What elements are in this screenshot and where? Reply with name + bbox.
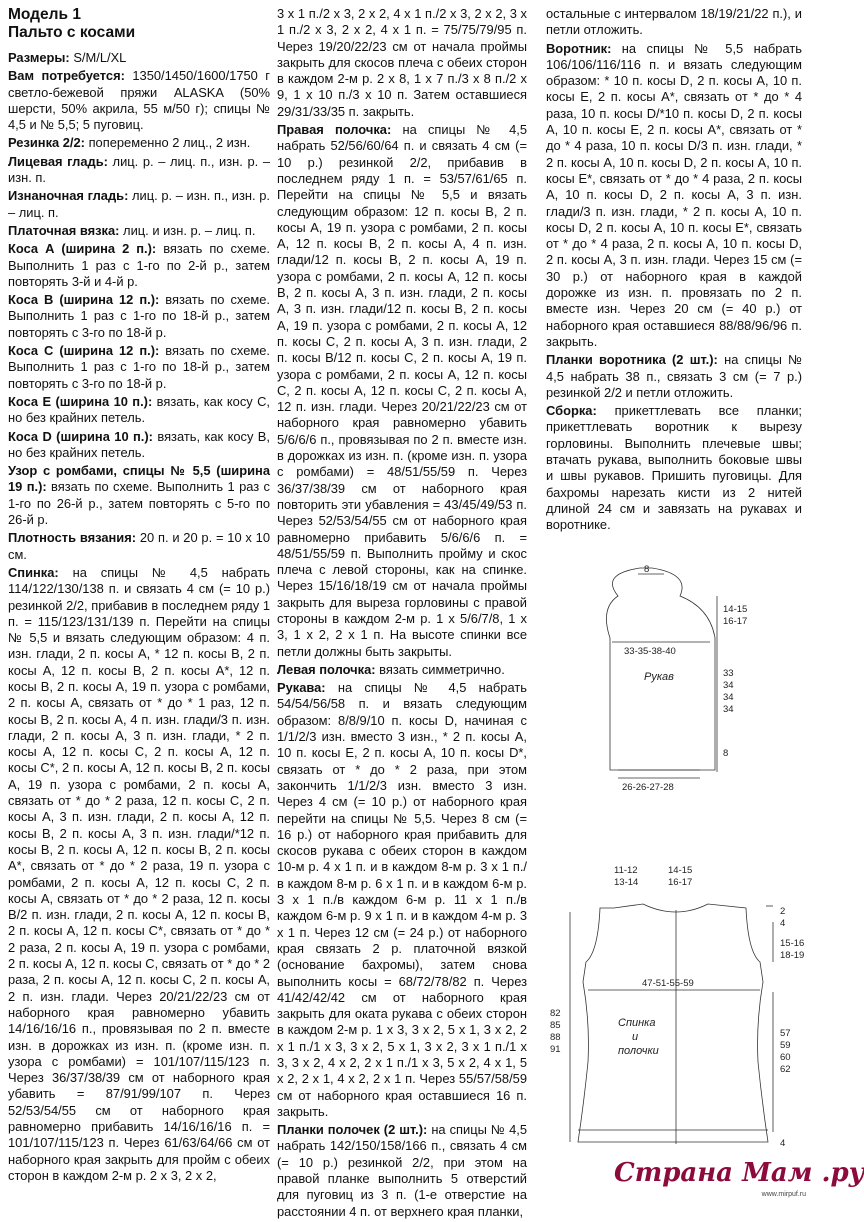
paragraph-heading: Изнаночная гладь: xyxy=(8,188,129,204)
body-outline xyxy=(578,904,768,1142)
sleeve-bottom-width: 26-26-27-28 xyxy=(622,782,674,793)
instruction-paragraph xyxy=(8,530,270,563)
paragraph-text: прикеттлевать все планки; прикеттлевать воротник к вырезу горловины. Выполнить плечевые швы; втачать рукава, выполнить боковые швы и швы рукавов. Пришить пуговицы. Для бахромы нарезать кисти из 2 нитей длиной 24 см и завязать на рукавах и воротнике. xyxy=(546,403,802,533)
sleeve-top-width: 8 xyxy=(644,564,650,575)
instruction-paragraph xyxy=(8,154,270,187)
paragraph-heading: Коса В (ширина 12 п.): xyxy=(8,292,160,308)
paragraph-heading: Вам потребуется: xyxy=(8,68,125,84)
instruction-paragraph xyxy=(546,403,802,533)
paragraph-text: на спицы № 4,5 набрать 142/150/158/166 п., связать 4 см (= 10 р.) резинкой 2/2, при этом на правой планке выполнить 5 отверстий для пуговиц из 3 п. (1-е отверстие на расстоянии 4 п. от верхнего края планки, xyxy=(277,1122,527,1219)
paragraph-heading: Спинка: xyxy=(8,564,59,580)
sleeve-cuff: 8 xyxy=(723,748,729,759)
body-label-2: и xyxy=(632,1031,639,1043)
paragraph-heading: Резинка 2/2: xyxy=(8,135,85,151)
instruction-paragraph xyxy=(277,6,527,120)
column-3 xyxy=(546,6,802,536)
paragraph-text: на спицы № 4,5 набрать 114/122/130/138 п. и связать 4 см (= 10 р.) резинкой 2/2, прибавив в последнем ряду 1 п. = 115/123/131/139 п. Перейти на спицы № 5,5 и вязать следующим образом: 4 п. изн. глади, 2 п. косы А, * 12 п. косы В, 2 п. косы А, 12 п. косы В, 2 п. косы А*, 12 п. косы В, 2 п. косы А, 19 п. узора с ромбами, 2 п. косы А, связать от * до * 1 раз, 12 п. косы В, 2 п. косы А, 4 п. изн. глади/3 п. изн. глади, 2 п. косы А, 3 п. изн. глади, * 2 п. косы А, 12 п. косы С, 2 п. косы А, 12 п. косы С*, 2 п. косы А, 12 п. косы В, 2 п. косы А, 19 п. узора с ромбами, 2 п. косы А, связать от * до * 2 раза, 12 п. косы С, 2 п. косы А, 3 п. изн. глади, 2 п. косы А, 12 п. косы В, 2 п. косы А, 3 п. изн. глади/*12 п. косы В, 2 п. косы А, 12 п. косы В, 2 п. косы А*, связать от * до * 2 раза, 19 п. узора с ромбами, 2 п. косы А, 12 п. косы С, 2 п. косы А, связать от * до * 2 раза, 12 п. косы В/2 п. изн. глади, 2 п. косы А, 12 п. косы В, 2 п. косы А, 12 п. косы С*, связать от * до * 2 раза, 2 п. косы А, 19 п. узора с ромбами, 2 п. косы А, 12 п. косы С, связать от * до * 2 раза, 2 п. косы А, 12 п. косы С, 2 п. косы А, 2 п. изн. глади. Через 20/21/22/23 см от наборного края равномерно убавить 14/16/16/16 п., провязывая по 2 п. вместе изн. в дорожках из изн. п. (кроме изн. п. узора с ромбами) = 101/107/115/123 п. Через 36/37/38/39 см от наборного края убавить = 87/91/99/107 п. Через 52/53/54/55 см от наборного края равномерно прибавить 14/16/16/16 п. = 101/107/115/123 п. Через 61/63/64/66 см от наборного края закрыть для пройм с обеих сторон в каждом 2-м р. 2 х 3, 2 х 2, xyxy=(8,564,270,1183)
column-1 xyxy=(8,6,270,1186)
column-2 xyxy=(277,6,527,1222)
side-3: 60 xyxy=(780,1052,791,1063)
paragraph-text: вязать, как косу С, но без крайних петель. xyxy=(8,393,270,426)
instruction-paragraph xyxy=(8,223,270,239)
armhole-2: 18-19 xyxy=(780,950,805,961)
sleeve-width: 33-35-38-40 xyxy=(624,646,676,657)
paragraph-heading: Платочная вязка: xyxy=(8,222,120,238)
paragraph-text: вязать по схеме. Выполнить 1 раз с 1-го по 18-й р., затем повторять с 3-го по 18-й р. xyxy=(8,292,270,340)
paragraph-text: лиц. и изн. р. – лиц. п. xyxy=(119,222,256,238)
total-4: 91 xyxy=(550,1044,561,1055)
instruction-paragraph xyxy=(8,68,270,133)
top-1: 2 xyxy=(780,906,786,917)
paragraph-text: вязать, как косу В, но без крайних петель. xyxy=(8,428,270,460)
sleeve-cap-1: 14-15 xyxy=(723,604,748,615)
paragraph-text: 3 х 1 п./2 х 3, 2 х 2, 4 х 1 п./2 х 3, 2 х 2, 3 х 1 п./2 х 3, 2 х 2, 4 х 1 п. = 75/75/79/95 п. Через 19/20/22/23 см от начала проймы закрыть для скосов плеча с обеих сторон в каждом 2-м р. 2 х 8, 1 х 7 п./3 х 8 п./2 х 9, 1 х 10 п./3 х 10 п. Затем оставшиеся 29/31/33/35 п. закрыть. xyxy=(277,6,527,119)
paragraph-text: остальные с интервалом 18/19/21/22 п.), и петли отложить. xyxy=(546,6,802,38)
sleeve-diagram xyxy=(560,560,810,825)
instruction-paragraph xyxy=(8,241,270,290)
instruction-paragraph xyxy=(546,41,802,351)
instruction-paragraph xyxy=(277,122,527,660)
shoulder-2: 16-17 xyxy=(668,877,693,888)
paragraph-text: на спицы № 4,5 набрать 52/56/60/64 п. и связать 4 см (= 10 р.) резинкой 2/2, прибавив в последнем ряду 1 п. = 53/57/61/65 п. Перейти на спицы № 5,5 и вязать следующим образом: 12 п. косы В, 2 п. косы А, 19 п. узора с ромбами, 2 п. косы А, 12 п. косы В, 2 п. косы А, 4 п. изн. глади/12 п. косы В, 2 п. косы А, 19 п. узора с ромбами, 2 п. косы А, 12 п. косы В, 2 п. косы А, 3 п. изн. глади, 2 п. косы А, 3 п. изн. глади/12 п. косы В, 2 п. косы А, 19 п. узора с ромбами, 2 п. косы А, 12 п. косы С, 2 п. косы А, 3 п. изн. глади, 2 п. косы В/12 п. косы С, 2 п. косы А, 19 п. узора с ромбами, 2 п. косы А, 12 п. косы С, 2 п. косы А, 12 п. косы С, 2 п. косы А, 12 п. изн. глади. Через 20/21/22/23 см от наборного края равномерно убавить 5/6/6/6 п., провязывая по 2 п. вместе изн. в дорожках из изн. п. (кроме изн. п. узора с ромбами) = 48/51/55/59 п. Через 36/37/38/39 см от наборного края повторить эти убавления = 43/45/49/53 п. Через 52/53/54/55 см от наборного края равномерно прибавить 5/6/6/6 п. = 48/51/55/59 п. Выполнить пройму и скос плеча с левой стороны, как на спинке. Через 15/16/18/19 см от начала проймы закрыть для выреза горловины с правой стороны в каждом 2-м р. 1 х 5/6/7/8, 1 х 3, 1 х 2, 2 х 1 п. На высоте спинки все петли должны быть закрыты. xyxy=(277,122,527,659)
instruction-paragraph xyxy=(8,292,270,341)
paragraph-heading: Узор с ромбами, спицы № 5,5 (ширина 19 п.): xyxy=(8,463,270,495)
instruction-paragraph xyxy=(8,50,270,66)
instruction-paragraph xyxy=(8,429,270,462)
paragraph-heading: Планки воротника (2 шт.): xyxy=(546,352,718,368)
paragraph-heading: Коса С (ширина 12 п.): xyxy=(8,343,160,359)
instruction-paragraph xyxy=(546,6,802,39)
neck-2: 13-14 xyxy=(614,877,639,888)
armhole-1: 15-16 xyxy=(780,938,805,949)
paragraph-heading: Коса Е (ширина 10 п.): xyxy=(8,393,153,409)
paragraph-text: на спицы № 5,5 набрать 106/106/116/116 п. и вязать следующим образом: * 10 п. косы D, 2 п. косы А, 10 п. косы Е, 2 п. косы А*, связать от * до * 4 раза, 10 п. косы D/*10 п. косы D, 2 п. косы А, 10 п. косы Е, 2 п. косы А*, связать от * до * 4 раза, 10 п. косы D/3 п. изн. глади, * 2 п. косы А, 10 п. косы D, 2 п. косы А, 10 п. косы Е*, связать от * до * 4 раза, 2 п. косы А, 10 п. косы D, 2 п. косы А, 3 п. изн. глади/3 п. изн. глади, * 2 п. косы А, 10 п. косы D, 2 п. косы А, 10 п. косы Е*, связать от * до * 4 раза, 2 п. косы А, 10 п. косы D, 2 п. косы А, 3 п. изн. глади. Через 15 см (= 30 р.) от наборного края в каждой дорожке из изн. п. провязать по 2 п. вместе изн. Через 20 см (= 40 р.) от наборного края оставшиеся 88/88/96/96 п. закрыть. xyxy=(546,40,802,349)
instruction-paragraph xyxy=(8,394,270,427)
paragraph-heading: Коса А (ширина 2 п.): xyxy=(8,241,157,257)
body-label-1: Спинка xyxy=(618,1017,656,1029)
body-diagram xyxy=(548,862,818,1157)
col2-paragraphs xyxy=(277,6,527,1220)
sleeve-len-1: 33 xyxy=(723,668,734,679)
paragraph-heading: Сборка: xyxy=(546,403,597,419)
hem: 4 xyxy=(780,1138,786,1149)
paragraph-heading: Плотность вязания: xyxy=(8,530,137,546)
paragraph-text: S/M/L/XL xyxy=(69,50,127,65)
paragraph-heading: Левая полочка: xyxy=(277,661,376,677)
sleeve-outline xyxy=(606,568,715,770)
total-1: 82 xyxy=(550,1008,561,1019)
body-width: 47-51-55-59 xyxy=(642,978,694,989)
watermark xyxy=(614,1158,864,1198)
col1-paragraphs xyxy=(8,50,270,1184)
instruction-paragraph xyxy=(546,352,802,401)
instruction-paragraph xyxy=(8,343,270,392)
shoulder-1: 14-15 xyxy=(668,865,693,876)
sleeve-len-4: 34 xyxy=(723,704,734,715)
paragraph-text: попеременно 2 лиц., 2 изн. xyxy=(84,135,251,151)
paragraph-text: лиц. р. – лиц. п., изн. р. – изн. п. xyxy=(8,153,270,186)
instruction-paragraph xyxy=(277,680,527,1120)
model-subtitle: Пальто с косами xyxy=(8,24,136,41)
total-3: 88 xyxy=(550,1032,561,1043)
paragraph-heading: Коса D (ширина 10 п.): xyxy=(8,428,153,444)
paragraph-text: 1350/1450/1600/1750 г светло-бежевой пряжи ALASKA (50% шерсти, 50% акрила, 55 м/50 г); спицы № 4,5 и № 5,5; 5 пуговиц. xyxy=(8,68,270,133)
watermark-logo: Страна Мам .ру xyxy=(614,1158,864,1188)
body-label-3: полочки xyxy=(618,1045,659,1057)
paragraph-text: на спицы № 4,5 набрать 54/54/56/58 п. и вязать следующим образом: 8/8/9/10 п. косы D, начиная с 1/1/2/3 изн. вместо 3 изн., * 2 п. косы А, 10 п. косы Е, 2 п. косы А, 10 п. косы D*, связать от * до * 2 раза, при этом закончить 1/1/2/3 изн. вместо 3 изн. Через 4 см (= 10 р.) от наборного края перейти на спицы № 5,5. Через 8 см (= 16 р.) от наборного края прибавить для скосов рукава с обеих сторон в каждом 10-м р. 4 х 1 п. и в каждом 8-м р. 3 х 1 п./в каждом 8-м р. 6 х 1 п. и в каждом 6-м р. 3 х 1 п./в каждом 6-м р. 11 х 1 п./в каждом 6-м р. 9 х 1 п. и в каждом 4-м р. 3 х 1 п. Через 12 см (= 24 р.) от наборного края связать 2 р. платочной вязкой (основание бахромы), затем снова выполнить косы = 68/72/78/82 п. Через 41/42/42/42 см от наборного края закрыть для оката рукава с обеих сторон в каждом 2-м р. 1 х 3, 3 х 2, 5 х 1, 3 х 2, 2 х 1 п./1 х 3, 3 х 2, 5 х 1, 3 х 2, 3 х 1 п./1 х 3, 3 х 2, 4 х 2, 2 х 1 п./1 х 3, 5 х 2, 4 х 1, 5 х 2, 2 х 1, 4 х 2, 2 х 1 п. Через 55/57/58/59 см от наборного края оставшиеся 16 п. закрыть. xyxy=(277,680,527,1119)
watermark-url: www.mirpuf.ru xyxy=(761,1191,806,1198)
paragraph-heading: Рукава: xyxy=(277,680,326,696)
sleeve-label: Рукав xyxy=(644,671,674,683)
sleeve-len-2: 34 xyxy=(723,680,734,691)
instruction-paragraph xyxy=(8,463,270,528)
paragraph-text: вязать по схеме. Выполнить 1 раз с 1-го по 2-й р., затем повторять 3-й и 4-й р. xyxy=(8,241,270,289)
instruction-paragraph xyxy=(277,662,527,678)
paragraph-text: на спицы № 4,5 набрать 38 п., связать 3 см (= 7 р.) резинкой 2/2 и петли отложить. xyxy=(546,352,802,400)
neck-1: 11-12 xyxy=(614,865,638,876)
paragraph-heading: Правая полочка: xyxy=(277,122,392,138)
top-2: 4 xyxy=(780,918,786,929)
sleeve-len-3: 34 xyxy=(723,692,734,703)
paragraph-heading: Планки полочек (2 шт.): xyxy=(277,1122,428,1138)
paragraph-text: вязать симметрично. xyxy=(375,661,505,677)
paragraph-heading: Размеры: xyxy=(8,50,70,65)
instruction-paragraph xyxy=(8,188,270,221)
instruction-paragraph xyxy=(8,135,270,151)
side-2: 59 xyxy=(780,1040,791,1051)
model-title: Модель 1 xyxy=(8,6,81,23)
paragraph-heading: Лицевая гладь: xyxy=(8,153,108,169)
sleeve-cap-2: 16-17 xyxy=(723,616,748,627)
side-4: 62 xyxy=(780,1064,791,1075)
paragraph-text: 20 п. и 20 р. = 10 х 10 см. xyxy=(8,530,270,562)
instruction-paragraph xyxy=(277,1122,527,1220)
total-2: 85 xyxy=(550,1020,561,1031)
paragraph-text: лиц. р. – изн. п., изн. р. – лиц. п. xyxy=(8,188,270,220)
paragraph-text: вязать по схеме. Выполнить 1 раз с 1-го по 26-й р., затем повторять с 5-го по 26-й р. xyxy=(8,479,270,528)
col3-paragraphs xyxy=(546,6,802,534)
paragraph-heading: Воротник: xyxy=(546,40,612,56)
paragraph-text: вязать по схеме. Выполнить 1 раз с 1-го по 18-й р., затем повторять с 3-го по 18-й р. xyxy=(8,343,270,391)
instruction-paragraph xyxy=(8,565,270,1184)
side-1: 57 xyxy=(780,1028,791,1039)
